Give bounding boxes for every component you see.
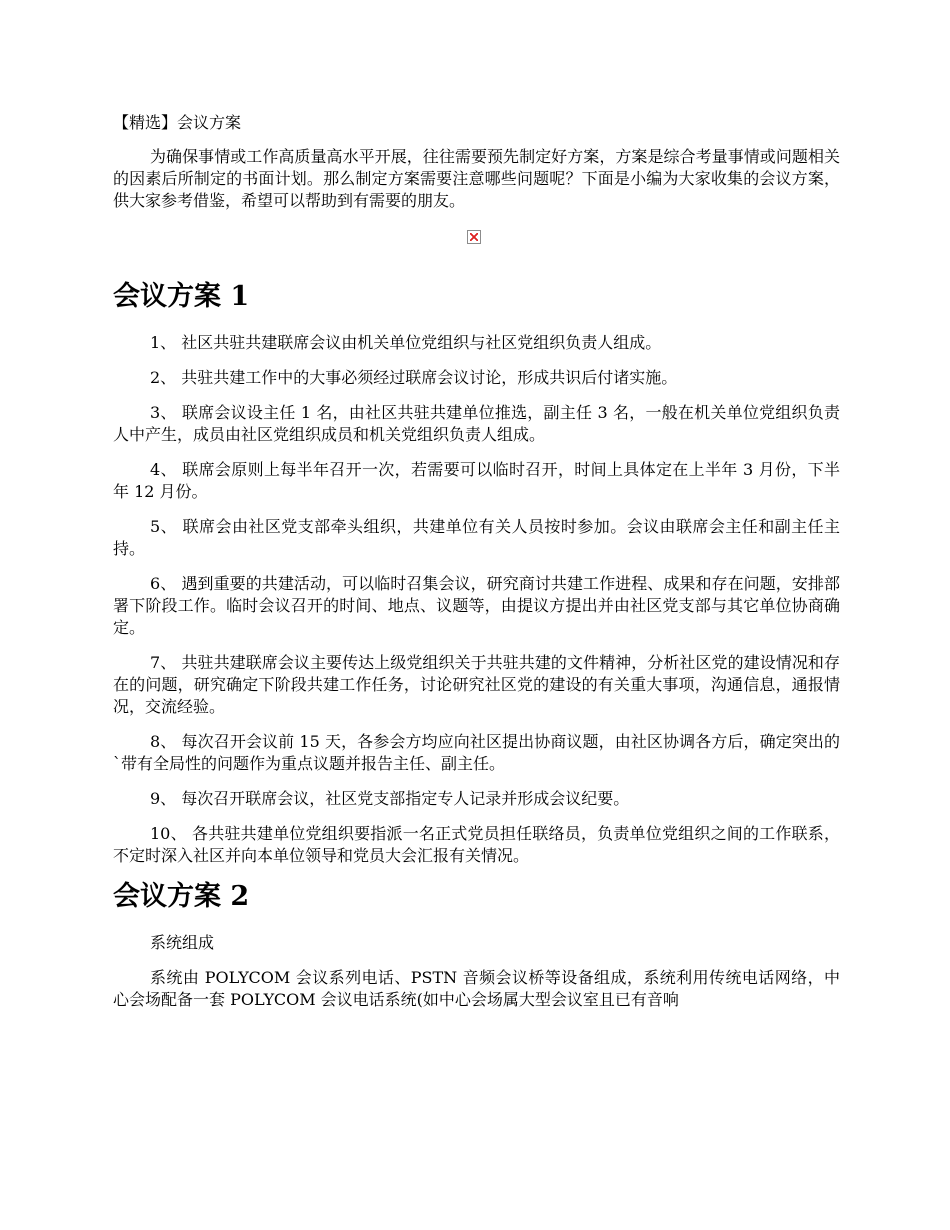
list-item: 4、 联席会原则上每半年召开一次，若需要可以临时召开，时间上具体定在上半年 3 月份，下半年 12 月份。 [113,460,840,501]
document-title: 【精选】会议方案 [113,113,242,132]
document-page [113,112,840,1024]
list-item: 7、 共驻共建联席会议主要传达上级党组织关于共驻共建的文件精神，分析社区党的建设情况和存在的问题，研究确定下阶段共建工作任务，讨论研究社区党的建设的有关重大事项，沟通信息，通报情况，交流经验。 [113,653,840,716]
intro-paragraph: 为确保事情或工作高质量高水平开展，往往需要预先制定好方案，方案是综合考量事情或问题相关的因素后所制定的书面计划。那么制定方案需要注意哪些问题呢？下面是小编为大家收集的会议方案，供大家参考借鉴，希望可以帮助到有需要的朋友。 [113,147,840,210]
list-item: 2、 共驻共建工作中的大事必须经过联席会议讨论，形成共识后付诸实施。 [150,368,678,387]
section-heading-1: 会议方案 1 [113,281,250,312]
broken-image-icon [467,230,481,244]
list-item: 9、 每次召开联席会议，社区党支部指定专人记录并形成会议纪要。 [150,789,630,808]
list-item: 10、 各共驻共建单位党组织要指派一名正式党员担任联络员，负责单位党组织之间的工作联系，不定时深入社区并向本单位领导和党员大会汇报有关情况。 [113,824,840,865]
list-item: 8、 每次召开会议前 15 天，各参会方均应向社区提出协商议题，由社区协调各方后，确定突出的`带有全局性的问题作为重点议题并报告主任、副主任。 [113,732,840,773]
list-item: 1、 社区共驻共建联席会议由机关单位党组织与社区党组织负责人组成。 [150,333,662,352]
list-item: 5、 联席会由社区党支部牵头组织，共建单位有关人员按时参加。会议由联席会主任和副主任主持。 [113,517,840,558]
image-placeholder [113,230,840,250]
list-item: 6、 遇到重要的共建活动，可以临时召集会议，研究商讨共建工作进程、成果和存在问题，安排部署下阶段工作。临时会议召开的时间、地点、议题等，由提议方提出并由社区党支部与其它单位协商确定。 [113,574,840,637]
section-heading-2: 会议方案 2 [113,881,250,912]
subsection-label: 系统组成 [150,933,215,952]
body-paragraph: 系统由 POLYCOM 会议系列电话、PSTN 音频会议桥等设备组成，系统利用传统电话网络，中心会场配备一套 POLYCOM 会议电话系统(如中心会场属大型会议室且已有音响 [113,968,840,1009]
list-item: 3、 联席会议设主任 1 名，由社区共驻共建单位推选，副主任 3 名，一般在机关单位党组织负责人中产生，成员由社区党组织成员和机关党组织负责人组成。 [113,403,840,444]
